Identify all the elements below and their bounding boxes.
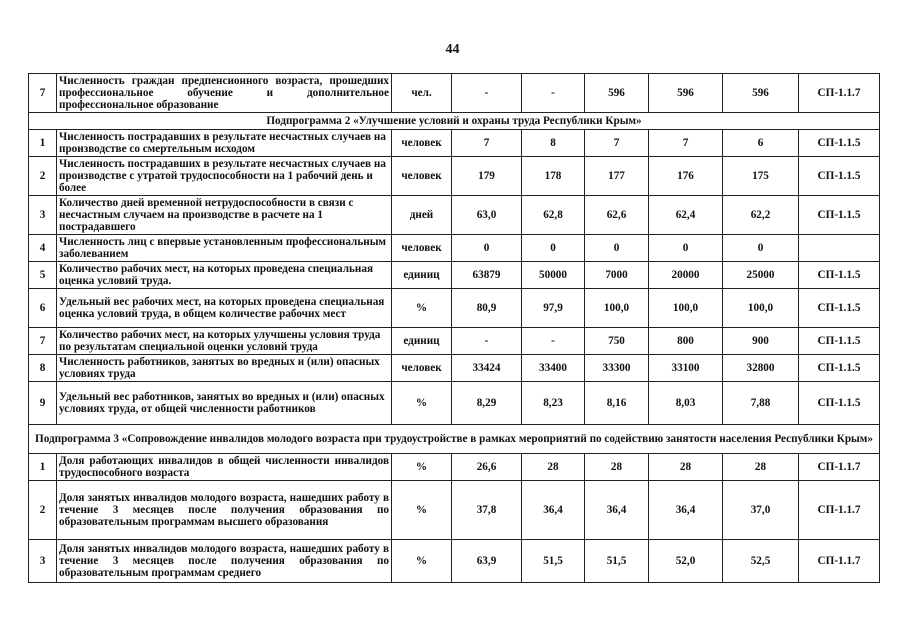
value-3: 8,16 (585, 382, 649, 425)
value-1: 26,6 (452, 454, 522, 481)
table-row (29, 74, 880, 113)
indicator-name: Численность пострадавших в результате несчастных случаев на производстве со смертельным исходом (57, 130, 392, 157)
unit: % (392, 540, 452, 583)
value-5: 25000 (723, 262, 799, 289)
indicator-name: Количество дней временной нетрудоспособности в связи с несчастным случаем на производстве в расчете на 1 пострадавшего (57, 196, 392, 235)
value-5: 0 (723, 235, 799, 262)
row-number: 8 (29, 355, 57, 382)
value-5: 175 (723, 157, 799, 196)
value-3: 7 (585, 130, 649, 157)
indicator-name: Количество рабочих мест, на которых улучшены условия труда по результатам специальной оценки условий труда (57, 328, 392, 355)
value-4: 20000 (649, 262, 723, 289)
program-code: СП-1.1.5 (799, 382, 880, 425)
value-4: 176 (649, 157, 723, 196)
row-number: 1 (29, 130, 57, 157)
indicator-name: Численность лиц с впервые установленным профессиональным заболеванием (57, 235, 392, 262)
value-3: 28 (585, 454, 649, 481)
value-5: 62,2 (723, 196, 799, 235)
section-row (29, 113, 880, 130)
indicator-name: Численность работников, занятых во вредных и (или) опасных условиях труда (57, 355, 392, 382)
program-code (799, 235, 880, 262)
value-2: 28 (522, 454, 585, 481)
value-2: 97,9 (522, 289, 585, 328)
program-code: СП-1.1.5 (799, 289, 880, 328)
value-2: 51,5 (522, 540, 585, 583)
table-row (29, 328, 880, 355)
value-2: 0 (522, 235, 585, 262)
indicator-name: Удельный вес рабочих мест, на которых проведена специальная оценка условий труда, в общем количестве рабочих мест (57, 289, 392, 328)
table-row (29, 289, 880, 328)
value-5: 6 (723, 130, 799, 157)
unit: человек (392, 235, 452, 262)
program-code: СП-1.1.5 (799, 262, 880, 289)
value-2: 36,4 (522, 481, 585, 540)
value-1: 37,8 (452, 481, 522, 540)
value-3: 51,5 (585, 540, 649, 583)
indicators-table (28, 73, 880, 583)
table-row (29, 157, 880, 196)
row-number: 4 (29, 235, 57, 262)
unit: % (392, 289, 452, 328)
value-4: 28 (649, 454, 723, 481)
indicator-name: Доля работающих инвалидов в общей численности инвалидов трудоспособного возраста (57, 454, 392, 481)
program-code: СП-1.1.5 (799, 130, 880, 157)
table-row (29, 196, 880, 235)
table-row (29, 540, 880, 583)
value-4: 0 (649, 235, 723, 262)
unit: % (392, 382, 452, 425)
unit: единиц (392, 328, 452, 355)
indicator-name: Численность пострадавших в результате несчастных случаев на производстве с утратой трудоспособности на 1 рабочий день и более (57, 157, 392, 196)
unit: % (392, 481, 452, 540)
value-3: 7000 (585, 262, 649, 289)
table-row (29, 355, 880, 382)
table-row (29, 235, 880, 262)
value-1: 63,0 (452, 196, 522, 235)
value-5: 900 (723, 328, 799, 355)
program-code: СП-1.1.5 (799, 355, 880, 382)
value-3: 177 (585, 157, 649, 196)
indicator-name: Доля занятых инвалидов молодого возраста, нашедших работу в течение 3 месяцев после получения образования по образовательным программам среднего (57, 540, 392, 583)
table-row (29, 262, 880, 289)
value-2: 8 (522, 130, 585, 157)
value-4: 7 (649, 130, 723, 157)
row-number: 1 (29, 454, 57, 481)
value-2: - (522, 74, 585, 113)
row-number: 3 (29, 196, 57, 235)
program-code: СП-1.1.5 (799, 328, 880, 355)
value-3: 62,6 (585, 196, 649, 235)
unit: дней (392, 196, 452, 235)
value-1: - (452, 328, 522, 355)
unit: % (392, 454, 452, 481)
value-4: 52,0 (649, 540, 723, 583)
table-row (29, 481, 880, 540)
value-1: 63879 (452, 262, 522, 289)
value-2: - (522, 328, 585, 355)
value-3: 596 (585, 74, 649, 113)
section-row (29, 425, 880, 454)
section-title: Подпрограмма 2 «Улучшение условий и охраны труда Республики Крым» (29, 113, 880, 130)
row-number: 3 (29, 540, 57, 583)
row-number: 6 (29, 289, 57, 328)
value-5: 7,88 (723, 382, 799, 425)
value-2: 33400 (522, 355, 585, 382)
value-1: 179 (452, 157, 522, 196)
program-code: СП-1.1.7 (799, 540, 880, 583)
section-title: Подпрограмма 3 «Сопровождение инвалидов молодого возраста при трудоустройстве в рамках мероприятий по содействию занятости населения Республики Крым» (29, 425, 880, 454)
value-5: 100,0 (723, 289, 799, 328)
indicator-name: Удельный вес работников, занятых во вредных и (или) опасных условиях труда, от общей численности работников (57, 382, 392, 425)
value-5: 596 (723, 74, 799, 113)
program-code: СП-1.1.7 (799, 74, 880, 113)
value-4: 33100 (649, 355, 723, 382)
table-row (29, 130, 880, 157)
value-2: 8,23 (522, 382, 585, 425)
value-3: 100,0 (585, 289, 649, 328)
program-code: СП-1.1.5 (799, 196, 880, 235)
value-5: 28 (723, 454, 799, 481)
unit: человек (392, 157, 452, 196)
value-2: 50000 (522, 262, 585, 289)
row-number: 7 (29, 328, 57, 355)
value-3: 0 (585, 235, 649, 262)
row-number: 5 (29, 262, 57, 289)
table-row (29, 454, 880, 481)
page-number: 44 (445, 42, 460, 57)
indicator-name: Численность граждан предпенсионного возраста, прошедших профессиональное обучение и дополнительное профессиональное образование (57, 74, 392, 113)
unit: человек (392, 130, 452, 157)
unit: чел. (392, 74, 452, 113)
value-3: 36,4 (585, 481, 649, 540)
value-4: 596 (649, 74, 723, 113)
value-3: 33300 (585, 355, 649, 382)
program-code: СП-1.1.7 (799, 481, 880, 540)
value-5: 37,0 (723, 481, 799, 540)
indicator-name: Количество рабочих мест, на которых проведена специальная оценка условий труда. (57, 262, 392, 289)
value-1: 63,9 (452, 540, 522, 583)
row-number: 2 (29, 157, 57, 196)
value-3: 750 (585, 328, 649, 355)
value-4: 100,0 (649, 289, 723, 328)
value-4: 800 (649, 328, 723, 355)
unit: человек (392, 355, 452, 382)
value-2: 178 (522, 157, 585, 196)
value-5: 52,5 (723, 540, 799, 583)
program-code: СП-1.1.5 (799, 157, 880, 196)
row-number: 2 (29, 481, 57, 540)
indicator-name: Доля занятых инвалидов молодого возраста, нашедших работу в течение 3 месяцев после получения образования по образовательным программам высшего образования (57, 481, 392, 540)
row-number: 9 (29, 382, 57, 425)
value-1: - (452, 74, 522, 113)
table-row (29, 382, 880, 425)
program-code: СП-1.1.7 (799, 454, 880, 481)
value-1: 8,29 (452, 382, 522, 425)
value-2: 62,8 (522, 196, 585, 235)
value-4: 36,4 (649, 481, 723, 540)
value-1: 0 (452, 235, 522, 262)
value-4: 62,4 (649, 196, 723, 235)
unit: единиц (392, 262, 452, 289)
value-1: 80,9 (452, 289, 522, 328)
row-number: 7 (29, 74, 57, 113)
value-5: 32800 (723, 355, 799, 382)
value-1: 33424 (452, 355, 522, 382)
value-1: 7 (452, 130, 522, 157)
value-4: 8,03 (649, 382, 723, 425)
